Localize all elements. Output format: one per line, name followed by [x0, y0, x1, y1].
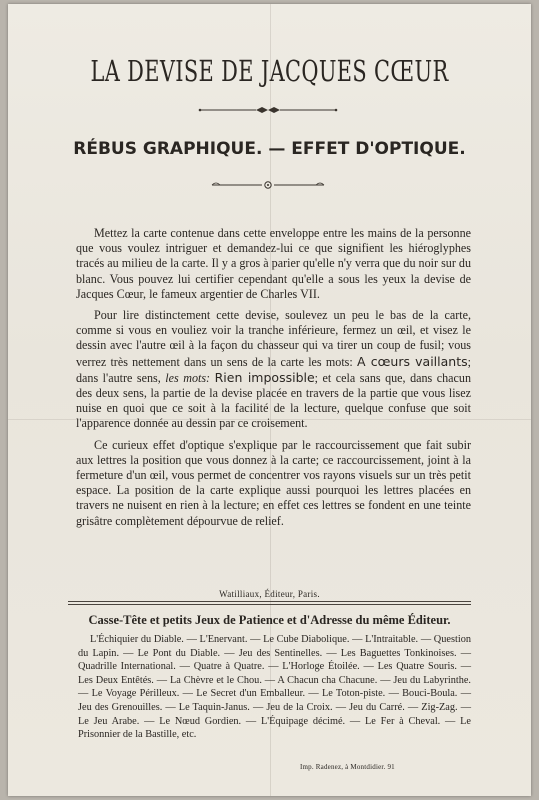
- double-rule-top: [68, 601, 471, 602]
- paragraph-2: [76, 308, 471, 432]
- instructions-text: [76, 226, 471, 535]
- publisher-line: Watilliaux, Éditeur, Paris.: [219, 589, 320, 599]
- games-heading: Casse-Tête et petits Jeux de Patience et d'Adresse du même Éditeur.: [88, 613, 451, 627]
- paragraph-1: Mettez la carte contenue dans cette enveloppe entre les mains de la personne que vous voulez intriguer et demandez-lui ce que signifient les hiéroglyphes tracés au milieu de la carte. Il y a gros à parier qu'elle n'y verra que du noir sur du blanc. Vous pouvez lui certifier cependant qu'elle a sous les yeux la devise de Jacques Cœur, le fameux argentier de Charles VII.: [76, 226, 471, 301]
- title-ornament-divider: [198, 105, 338, 115]
- motto-a-coeurs-vaillants: A cœurs vaillants: [357, 353, 468, 369]
- games-list: L'Échiquier du Diable. — L'Enervant. — Le Cube Diabolique. — L'Intraitable. — Question du Lapin. — Le Pont du Diable. — Jeu des Sentinelles. — Les Baguettes Tonkinoises. — Quadrille International. — Quatre à Quatre. — L'Horloge Étoilée. — Les Quatre Souris. — Les Deux Entêtés. — La Chèvre et le Chou. — A Chacun cha Chacune. — Jeu du Labyrinthe. — Le Voyage Périlleux. — Le Secret d'un Emballeur. — Le Toton-piste. — Bouci-Boula. — Jeu des Grenouilles. — Le Taquin-Janus. — Jeu de la Croix. — Jeu du Carré. — Zig-Zag. — Le Jeu Arabe. — Le Nœud Gordien. — L'Équipage décimé. — Le Fer à Cheval. — Le Prisonnier de la Bastille, etc.: [78, 634, 471, 741]
- paragraph-3: Ce curieux effet d'optique s'explique par le raccourcissement que fait subir aux lettres la position que vous donnez à la carte; ce raccourcissement, joint à la fermeture d'un œil, vous permet de concentrer vos rayons visuels sur un très petit espace. La position de la carte explique aussi pourquoi les lettres placées en travers ne nuisent en rien à la lecture; en effet ces lettres se fondent en une teinte grisâtre complètement dépourvue de relief.: [76, 437, 471, 528]
- subtitle-ornament-divider: [208, 180, 328, 190]
- paper-sheet: [8, 4, 531, 796]
- document-title: LA DEVISE DE JACQUES CŒUR: [90, 54, 449, 88]
- double-rule-bottom: [68, 604, 471, 605]
- motto-rien-impossible: Rien impossible: [214, 369, 315, 385]
- paragraph-2-part-3: les mots:: [165, 370, 211, 385]
- paragraph-2-part-2: ; dans l'autre sens,: [76, 354, 472, 385]
- paragraph-2-part-1: Pour lire distinctement cette devise, soulevez un peu le bas de la carte, comme si vous en vouliez voir la tranche inférieure, fermez un œil, et visez le dessin avec l'autre œil à la façon du chasseur qui va tirer un coup de fusil; vous verrez très nettement dans un sens de la carte les mots:: [76, 308, 471, 369]
- printer-imprint: Imp. Radenez, à Montdidier. 91: [300, 763, 395, 771]
- document-subtitle: RÉBUS GRAPHIQUE. — EFFET D'OPTIQUE.: [73, 139, 466, 159]
- paragraph-2-part-4: ; et cela sans que, dans chacun des deux sens, la partie de la devise placée en travers de la partie que vous lisez nuise en quoi que ce soit à la facilité de la lecture, quelque confuse que soit l'apparence donnée au dessin par ce croisement.: [76, 370, 471, 431]
